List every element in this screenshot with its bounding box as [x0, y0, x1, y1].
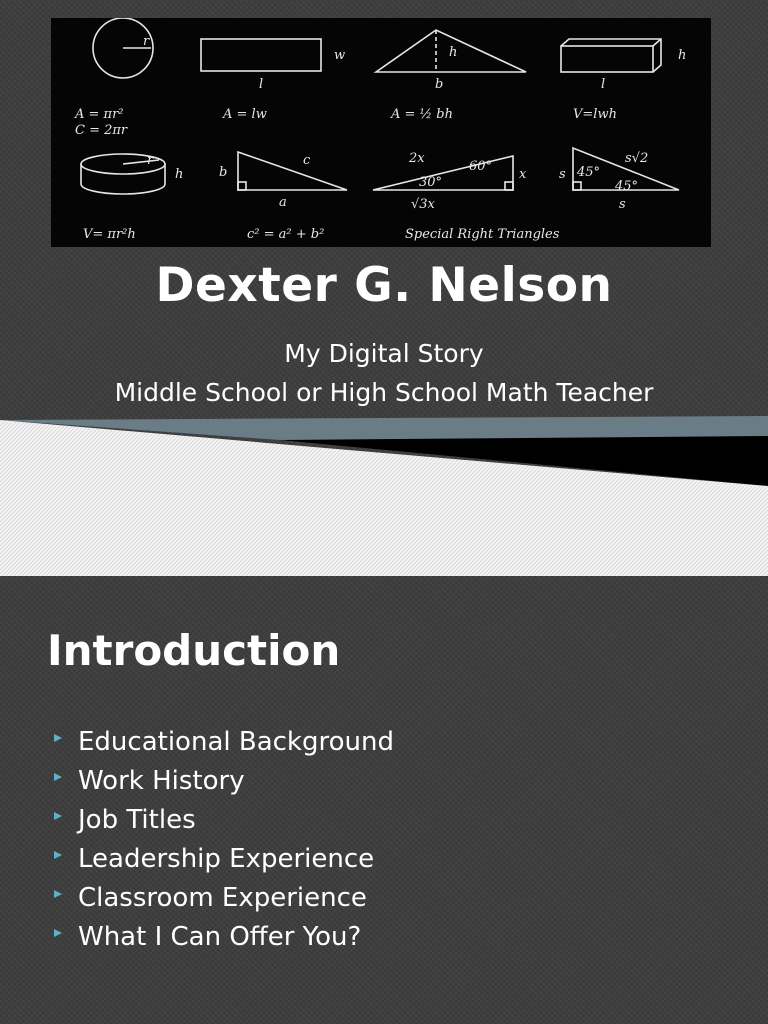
- right-triangle-shape: [238, 152, 347, 190]
- bullet-triangle-icon: [54, 773, 62, 781]
- right-angle-mark-2: [505, 182, 513, 190]
- list-item: [54, 917, 394, 956]
- label-r: r: [143, 34, 150, 49]
- label-h-tri: h: [449, 45, 458, 60]
- introduction-slide: [0, 576, 768, 1024]
- box-depth: [561, 39, 661, 72]
- label-45-a: 45°: [577, 165, 601, 180]
- list-item: [54, 878, 394, 917]
- label-h-box: h: [678, 48, 687, 63]
- presentation-title: Dexter G. Nelson: [155, 258, 613, 313]
- bullet-list: [54, 722, 394, 956]
- right-angle-mark: [238, 182, 246, 190]
- formula-circle-circ: C = 2πr: [75, 123, 128, 138]
- list-item: [54, 722, 394, 761]
- list-item: [54, 839, 394, 878]
- bullet-text: Leadership Experience: [78, 843, 375, 874]
- subtitle-line-2: Middle School or High School Math Teacher: [114, 378, 654, 407]
- label-b-tri: b: [435, 77, 444, 92]
- bullet-text: Work History: [78, 765, 245, 796]
- label-45-b: 45°: [615, 179, 639, 194]
- label-l: l: [259, 77, 264, 92]
- label-special-triangles: Special Right Triangles: [405, 227, 560, 242]
- label-s-root2: s√2: [625, 151, 649, 166]
- label-x: x: [519, 167, 527, 182]
- label-w: w: [334, 48, 346, 63]
- label-s-bottom: s: [619, 197, 626, 212]
- bullet-text: What I Can Offer You?: [78, 921, 362, 952]
- box-front: [561, 46, 653, 72]
- bullet-triangle-icon: [54, 929, 62, 937]
- bullet-triangle-icon: [54, 851, 62, 859]
- formula-box-volume: V=lwh: [573, 107, 617, 122]
- formula-tri-area: A = ½ bh: [391, 107, 453, 122]
- formula-circle-area: A = πr²: [75, 107, 124, 122]
- list-item: [54, 761, 394, 800]
- bullet-triangle-icon: [54, 812, 62, 820]
- formula-pythag: c² = a² + b²: [247, 227, 325, 242]
- formula-rect-area: A = lw: [223, 107, 267, 122]
- label-2x: 2x: [409, 151, 425, 166]
- label-a-rt: a: [279, 195, 287, 210]
- cylinder-bottom: [81, 184, 165, 194]
- bullet-text: Educational Background: [78, 726, 394, 757]
- label-l-box: l: [601, 77, 606, 92]
- box-edge: [653, 39, 661, 46]
- label-b-rt: b: [219, 165, 228, 180]
- label-root3x: √3x: [411, 197, 435, 212]
- cylinder-radius: [123, 160, 159, 164]
- bullet-triangle-icon: [54, 890, 62, 898]
- bullet-text: Job Titles: [78, 804, 196, 835]
- slide-heading: Introduction: [47, 626, 341, 675]
- formulas-svg: [51, 18, 711, 247]
- label-h-cyl: h: [175, 167, 184, 182]
- bullet-text: Classroom Experience: [78, 882, 367, 913]
- label-s-side: s: [559, 167, 566, 182]
- label-c-rt: c: [303, 153, 311, 168]
- label-r-cyl: r: [147, 153, 154, 168]
- formula-cyl-volume: V= πr²h: [83, 227, 136, 242]
- label-60: 60°: [469, 159, 493, 174]
- subtitle-line-1: My Digital Story: [284, 339, 484, 368]
- geometry-formulas-image: [51, 18, 711, 247]
- rectangle-shape: [201, 39, 321, 71]
- right-angle-mark-3: [573, 182, 581, 190]
- bullet-triangle-icon: [54, 734, 62, 742]
- decorative-wave: [0, 410, 768, 576]
- list-item: [54, 800, 394, 839]
- label-30: 30°: [419, 175, 443, 190]
